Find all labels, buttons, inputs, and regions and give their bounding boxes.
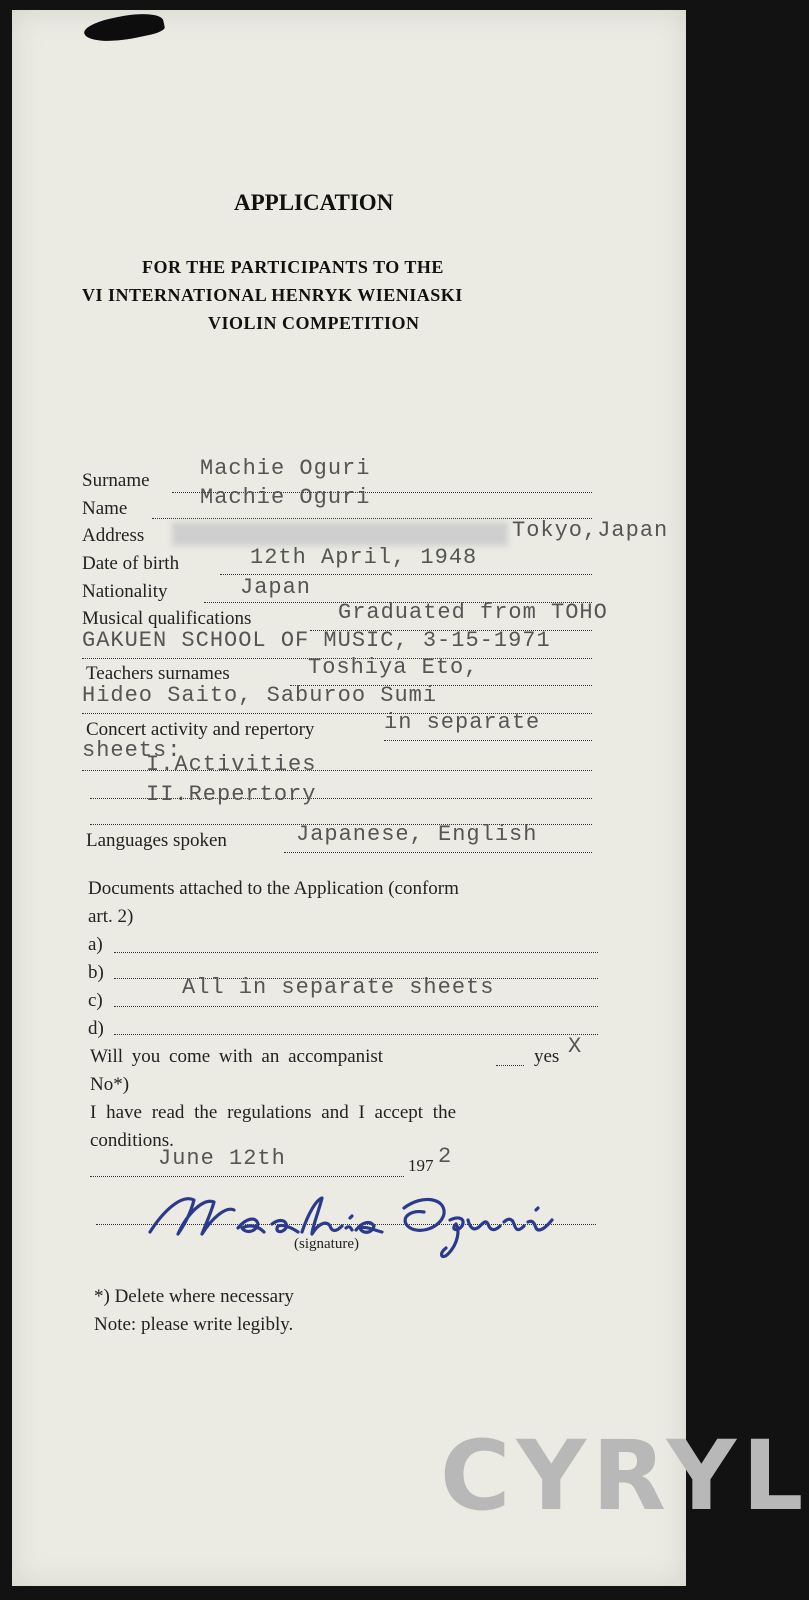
page-title: APPLICATION (234, 190, 394, 215)
ink-blot (82, 8, 165, 48)
qualifications-label: Musical qualifications (82, 608, 252, 629)
document-c-label: c) (88, 990, 103, 1011)
document-c-line (114, 1006, 598, 1007)
concert-value-1: in separate (384, 710, 541, 735)
document-d-label: d) (88, 1018, 104, 1039)
teachers-label: Teachers surnames (86, 663, 230, 684)
footnote-legibly: Note: please write legibly. (94, 1314, 294, 1335)
document-a-label: a) (88, 934, 103, 955)
document-page (12, 10, 809, 1586)
documents-intro-line-2: art. 2) (88, 906, 134, 927)
signature-caption: (signature) (294, 1236, 359, 1252)
nationality-label: Nationality (82, 581, 168, 602)
teachers-value-2: Hideo Saito, Saburoo Sumi (82, 683, 438, 708)
document-a-line (114, 952, 598, 953)
concert-value-2: sheets: (82, 738, 182, 763)
document-d-line (114, 1034, 598, 1035)
name-label: Name (82, 498, 128, 519)
languages-line (284, 852, 592, 853)
documents-intro-line-1: Documents attached to the Application (conform (88, 878, 459, 899)
languages-value: Japanese, English (296, 822, 538, 847)
nationality-value: Japan (240, 575, 312, 600)
languages-label: Languages spoken (86, 830, 227, 851)
document-b-label: b) (88, 962, 104, 983)
concert-value-3: I.Activities (146, 752, 317, 777)
surname-label: Surname (82, 470, 150, 491)
accompanist-yes: yes (534, 1046, 560, 1067)
year-digit: 2 (438, 1144, 453, 1169)
dob-label: Date of birth (82, 553, 180, 574)
subtitle-line-3: VIOLIN COMPETITION (208, 313, 420, 333)
date-value: June 12th (158, 1146, 286, 1171)
document-c-value: All in separate sheets (182, 975, 495, 1000)
dob-value: 12th April, 1948 (250, 545, 478, 570)
qualifications-value-1: Graduated from TOHO (338, 600, 608, 625)
accompanist-line (496, 1065, 524, 1066)
footnote-delete: *) Delete where necessary (94, 1286, 294, 1307)
subtitle-line-2: VI INTERNATIONAL HENRYK WIENIASKI (82, 285, 463, 305)
qualifications-value-2: GAKUEN SCHOOL OF MUSIC, 3-15-1971 (82, 628, 551, 653)
address-value: Tokyo,Japan (512, 518, 669, 543)
accompanist-question: Will you come with an accompanist (90, 1046, 384, 1067)
regulations-line-2: conditions. (90, 1130, 174, 1151)
concert-line-1 (384, 740, 592, 741)
address-label: Address (82, 525, 145, 546)
name-value: Machie Oguri (200, 485, 371, 510)
concert-label: Concert activity and repertory (86, 719, 315, 740)
year-prefix: 197 (408, 1156, 434, 1175)
accompanist-mark: X (568, 1034, 583, 1059)
regulations-line-1: I have read the regulations and I accept the (90, 1102, 457, 1123)
subtitle-line-1: FOR THE PARTICIPANTS TO THE (142, 257, 444, 277)
cyryl-watermark: CYRYL (440, 1420, 809, 1532)
teachers-value-1: Toshiya Eto, (308, 655, 479, 680)
concert-value-4: II.Repertory (146, 782, 317, 807)
accompanist-no: No*) (90, 1074, 130, 1095)
handwritten-signature (142, 1170, 582, 1260)
surname-value: Machie Oguri (200, 456, 371, 481)
address-redacted (172, 522, 508, 546)
